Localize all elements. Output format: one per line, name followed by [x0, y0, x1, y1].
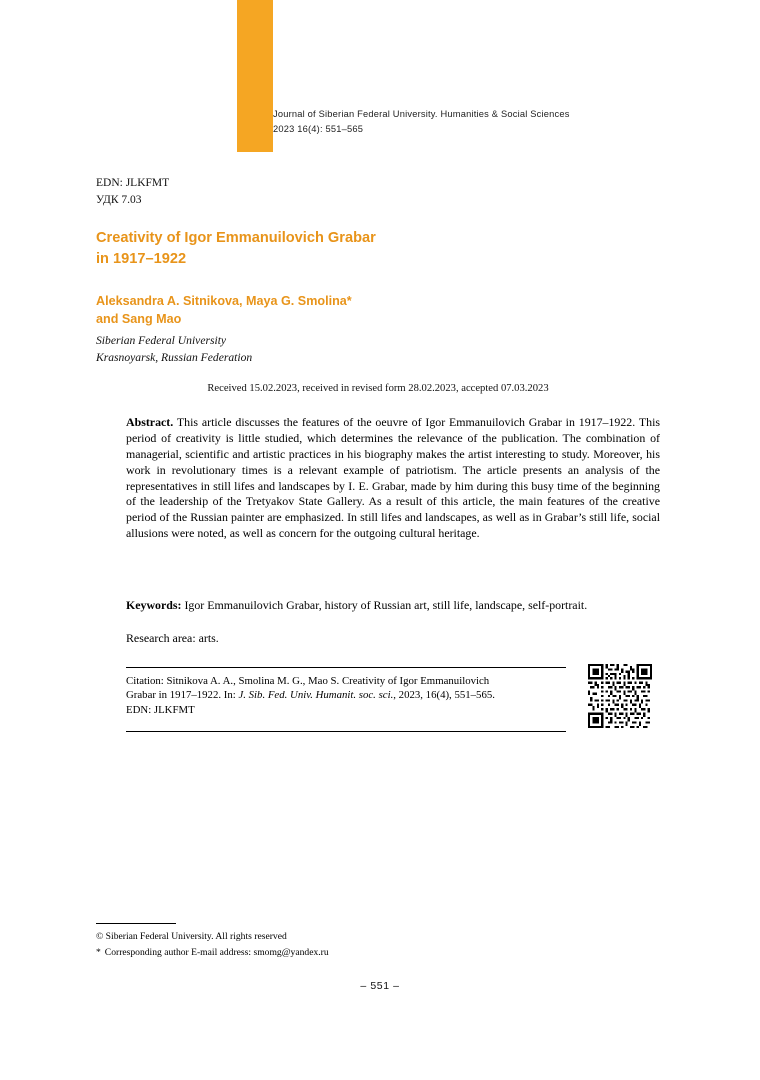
- corresponding-author-text: Corresponding author E-mail address: smomg@yandex.ru: [104, 946, 329, 958]
- citation-journal-abbrev: J. Sib. Fed. Univ. Humanit. soc. sci.: [238, 689, 394, 702]
- title-line-1: Creativity of Igor Emmanuilovich Grabar: [96, 230, 376, 246]
- authors-line-2: and Sang Mao: [96, 312, 182, 327]
- citation-divider-bottom: [126, 731, 566, 732]
- research-area: Research area: arts.: [126, 631, 219, 645]
- page-title: [96, 228, 636, 269]
- affiliation: [96, 332, 636, 366]
- page-number: – 551 –: [360, 980, 400, 992]
- footnotes: [96, 929, 636, 961]
- citation-line-2-post: , 2023, 16(4), 551–565.: [393, 689, 495, 702]
- citation-divider-top: [126, 667, 566, 668]
- corresponding-author-marker: *: [96, 946, 101, 958]
- citation-line-2: [126, 688, 564, 702]
- journal-issue: 2023 16(4): 551–565: [273, 123, 364, 134]
- abstract-text: This article discusses the features of the oeuvre of Igor Emmanuilovich Grabar in 1917–1922. This period of creativity is little studied, which determines the relevance of the publication. The combination of managerial, scientific and artistic practices in his biography makes the artist interesting to study. Moreover, his work in revolutionary times is a relevant example of patriotism. The article presents an analysis of the representatives in still lifes and landscapes by I. E. Grabar, made by him during this busy time of the beginning of the leadership of the Tretyakov State Gallery. As a result of this article, the main features of the creative period of the Russian painter are emphasized. In still lifes and landscapes, as well as in Grabar’s still life, social allusions were noted, as well as concern for the outgoing cultural heritage.: [126, 415, 660, 541]
- keywords-section: [126, 598, 660, 614]
- citation-line-2-pre: Grabar in 1917–1922. In:: [126, 689, 239, 702]
- abstract-section: [126, 415, 660, 542]
- citation-edn: EDN: JLKFMT: [126, 703, 195, 716]
- keywords-text: Igor Emmanuilovich Grabar, history of Russian art, still life, landscape, self-portrait.: [181, 598, 588, 612]
- authors-line-1: Aleksandra A. Sitnikova, Maya G. Smolina*: [96, 294, 352, 308]
- identifiers: [96, 175, 169, 208]
- corresponding-author-note: [96, 945, 636, 961]
- udk-identifier: УДК 7.03: [96, 193, 142, 206]
- citation-block: [126, 674, 564, 717]
- abstract-label: Abstract.: [126, 415, 174, 429]
- accent-bar: [237, 0, 273, 152]
- copyright-note: © Siberian Federal University. All rights reserved: [96, 931, 287, 942]
- footnote-divider: [96, 923, 176, 924]
- journal-name: Journal of Siberian Federal University. Humanities & Social Sciences: [273, 109, 570, 119]
- edn-identifier: EDN: JLKFMT: [96, 177, 170, 189]
- received-dates: Received 15.02.2023, received in revised form 28.02.2023, accepted 07.03.2023: [207, 383, 549, 394]
- affiliation-location: Krasnoyarsk, Russian Federation: [96, 351, 253, 365]
- affiliation-institution: Siberian Federal University: [96, 334, 227, 347]
- author-list: [96, 292, 636, 329]
- journal-header: [273, 108, 653, 137]
- qr-code-icon[interactable]: [588, 664, 652, 728]
- title-line-2: in 1917–1922: [96, 250, 187, 267]
- keywords-label: Keywords:: [126, 598, 182, 612]
- citation-line-1: Citation: Sitnikova A. A., Smolina M. G., Mao S. Creativity of Igor Emmanuilovich: [126, 675, 490, 687]
